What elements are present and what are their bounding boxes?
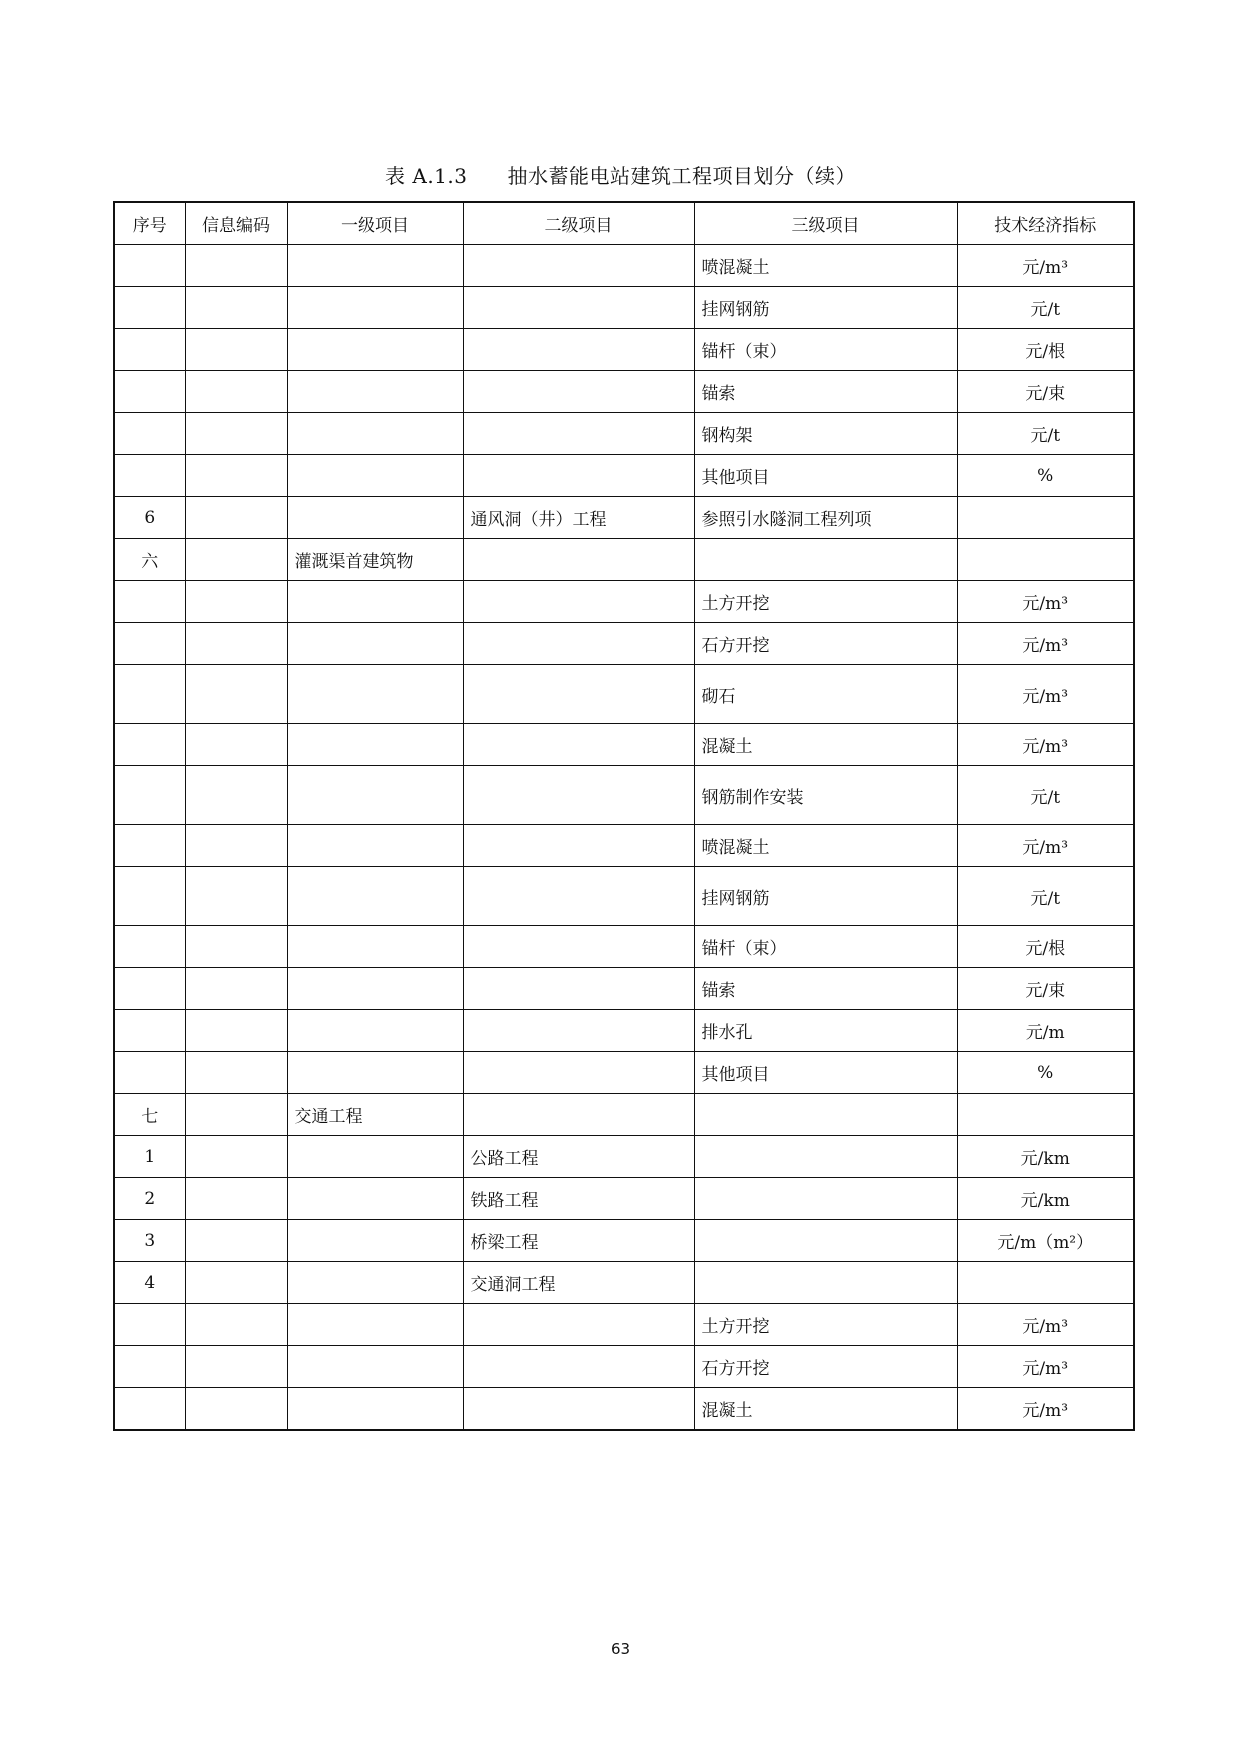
cell-unit: 元/m³ (957, 1346, 1134, 1388)
cell-unit: 元/m³ (957, 245, 1134, 287)
cell-code (185, 766, 287, 825)
table-row (114, 867, 1134, 926)
cell-level1 (287, 867, 463, 926)
cell-level2 (463, 825, 694, 867)
cell-code (185, 1304, 287, 1346)
cell-code (185, 287, 287, 329)
cell-level2: 桥梁工程 (463, 1220, 694, 1262)
cell-level3 (694, 1136, 957, 1178)
cell-level3: 参照引水隧洞工程列项 (694, 497, 957, 539)
cell-level2 (463, 245, 694, 287)
cell-unit: 元/t (957, 766, 1134, 825)
cell-unit: 元/t (957, 287, 1134, 329)
table-row (114, 766, 1134, 825)
cell-seq: 3 (114, 1220, 185, 1262)
header-row (114, 202, 1134, 245)
cell-level3: 其他项目 (694, 1052, 957, 1094)
cell-seq (114, 413, 185, 455)
cell-code (185, 825, 287, 867)
table-row (114, 724, 1134, 766)
cell-level2 (463, 1346, 694, 1388)
cell-seq (114, 665, 185, 724)
cell-seq (114, 724, 185, 766)
table-row (114, 245, 1134, 287)
cell-seq (114, 329, 185, 371)
cell-seq: 4 (114, 1262, 185, 1304)
cell-level1 (287, 1178, 463, 1220)
cell-level2 (463, 968, 694, 1010)
cell-level2 (463, 926, 694, 968)
cell-level2: 交通洞工程 (463, 1262, 694, 1304)
cell-seq (114, 371, 185, 413)
table-row (114, 1220, 1134, 1262)
table-row (114, 371, 1134, 413)
table-row (114, 539, 1134, 581)
cell-seq (114, 968, 185, 1010)
cell-level3: 土方开挖 (694, 581, 957, 623)
cell-level2 (463, 1052, 694, 1094)
cell-level3 (694, 1220, 957, 1262)
cell-level1 (287, 413, 463, 455)
cell-seq (114, 287, 185, 329)
cell-unit: 元/m³ (957, 825, 1134, 867)
cell-unit: 元/m³ (957, 623, 1134, 665)
cell-code (185, 329, 287, 371)
table-row (114, 825, 1134, 867)
table-row (114, 413, 1134, 455)
cell-code (185, 245, 287, 287)
cell-level3 (694, 539, 957, 581)
cell-unit: 元/m³ (957, 1304, 1134, 1346)
cell-level3 (694, 1094, 957, 1136)
cell-unit: 元/根 (957, 329, 1134, 371)
cell-level3 (694, 1178, 957, 1220)
cell-seq (114, 1346, 185, 1388)
cell-code (185, 926, 287, 968)
cell-seq (114, 825, 185, 867)
cell-code (185, 665, 287, 724)
cell-code (185, 1346, 287, 1388)
cell-level3: 石方开挖 (694, 623, 957, 665)
cell-unit: 元/m³ (957, 581, 1134, 623)
cell-seq: 6 (114, 497, 185, 539)
cell-level3: 混凝土 (694, 724, 957, 766)
cell-level3: 排水孔 (694, 1010, 957, 1052)
cell-level1 (287, 329, 463, 371)
cell-level2 (463, 1388, 694, 1431)
cell-level2 (463, 665, 694, 724)
cell-code (185, 1178, 287, 1220)
header-unit: 技术经济指标 (957, 202, 1134, 245)
cell-seq (114, 1304, 185, 1346)
cell-level1 (287, 1052, 463, 1094)
header-level1: 一级项目 (287, 202, 463, 245)
cell-level1 (287, 1220, 463, 1262)
cell-unit: 元/m³ (957, 724, 1134, 766)
cell-unit: 元/根 (957, 926, 1134, 968)
cell-seq (114, 1010, 185, 1052)
cell-unit: 元/束 (957, 968, 1134, 1010)
table-row (114, 968, 1134, 1010)
cell-seq: 七 (114, 1094, 185, 1136)
table-row (114, 1010, 1134, 1052)
cell-seq (114, 766, 185, 825)
cell-level2 (463, 1010, 694, 1052)
cell-unit (957, 497, 1134, 539)
table-row (114, 1304, 1134, 1346)
table-row (114, 581, 1134, 623)
cell-level2 (463, 1094, 694, 1136)
cell-unit: % (957, 455, 1134, 497)
cell-code (185, 581, 287, 623)
cell-unit: 元/m³ (957, 665, 1134, 724)
cell-unit: 元/束 (957, 371, 1134, 413)
table-title: 抽水蓄能电站建筑工程项目划分（续） (507, 164, 856, 188)
cell-level3: 混凝土 (694, 1388, 957, 1431)
cell-unit (957, 539, 1134, 581)
cell-level1 (287, 623, 463, 665)
cell-code (185, 371, 287, 413)
cell-seq (114, 1388, 185, 1431)
cell-level1 (287, 497, 463, 539)
cell-level1 (287, 455, 463, 497)
table-row (114, 287, 1134, 329)
cell-level3: 砌石 (694, 665, 957, 724)
cell-level3: 喷混凝土 (694, 825, 957, 867)
table-row (114, 665, 1134, 724)
cell-code (185, 1220, 287, 1262)
table-row (114, 623, 1134, 665)
header-level2: 二级项目 (463, 202, 694, 245)
header-level3: 三级项目 (694, 202, 957, 245)
cell-unit: 元/m (957, 1010, 1134, 1052)
cell-code (185, 724, 287, 766)
cell-seq (114, 455, 185, 497)
table-row (114, 1388, 1134, 1431)
cell-level3: 锚杆（束） (694, 926, 957, 968)
cell-code (185, 968, 287, 1010)
cell-level1 (287, 1388, 463, 1431)
cell-level2 (463, 724, 694, 766)
cell-seq (114, 245, 185, 287)
cell-unit: 元/t (957, 867, 1134, 926)
cell-level3: 土方开挖 (694, 1304, 957, 1346)
cell-level3: 石方开挖 (694, 1346, 957, 1388)
table-row (114, 455, 1134, 497)
cell-level2 (463, 867, 694, 926)
cell-level3: 锚索 (694, 371, 957, 413)
cell-code (185, 1052, 287, 1094)
cell-seq (114, 867, 185, 926)
header-code: 信息编码 (185, 202, 287, 245)
cell-level3: 挂网钢筋 (694, 287, 957, 329)
cell-unit: 元/m³ (957, 1388, 1134, 1431)
cell-seq (114, 926, 185, 968)
header-seq: 序号 (114, 202, 185, 245)
cell-level1 (287, 245, 463, 287)
cell-unit: 元/m（m²） (957, 1220, 1134, 1262)
cell-code (185, 1136, 287, 1178)
table-row (114, 1094, 1134, 1136)
cell-level1 (287, 665, 463, 724)
cell-code (185, 1388, 287, 1431)
cell-unit (957, 1262, 1134, 1304)
table-number: 表 A.1.3 (385, 164, 468, 188)
cell-unit (957, 1094, 1134, 1136)
cell-level1 (287, 1010, 463, 1052)
cell-unit: % (957, 1052, 1134, 1094)
cell-level1 (287, 724, 463, 766)
project-division-table (113, 201, 1135, 1431)
cell-seq: 1 (114, 1136, 185, 1178)
cell-code (185, 413, 287, 455)
cell-level1: 交通工程 (287, 1094, 463, 1136)
cell-level2 (463, 455, 694, 497)
cell-level2 (463, 1304, 694, 1346)
table-row (114, 1052, 1134, 1094)
cell-seq (114, 581, 185, 623)
cell-level2 (463, 287, 694, 329)
cell-level1: 灌溉渠首建筑物 (287, 539, 463, 581)
cell-level3: 锚索 (694, 968, 957, 1010)
cell-code (185, 497, 287, 539)
cell-level1 (287, 968, 463, 1010)
cell-code (185, 867, 287, 926)
cell-level1 (287, 581, 463, 623)
cell-level1 (287, 1346, 463, 1388)
cell-level2: 通风洞（井）工程 (463, 497, 694, 539)
cell-level1 (287, 1262, 463, 1304)
cell-level2 (463, 539, 694, 581)
table-row (114, 1178, 1134, 1220)
table-row (114, 926, 1134, 968)
cell-seq: 2 (114, 1178, 185, 1220)
table-row (114, 1136, 1134, 1178)
cell-code (185, 1262, 287, 1304)
cell-level2 (463, 581, 694, 623)
cell-level3: 挂网钢筋 (694, 867, 957, 926)
cell-unit: 元/km (957, 1178, 1134, 1220)
cell-level2 (463, 329, 694, 371)
cell-level3: 其他项目 (694, 455, 957, 497)
cell-level2 (463, 766, 694, 825)
cell-code (185, 1094, 287, 1136)
cell-level1 (287, 766, 463, 825)
cell-seq (114, 623, 185, 665)
cell-code (185, 623, 287, 665)
cell-level2: 铁路工程 (463, 1178, 694, 1220)
cell-level2: 公路工程 (463, 1136, 694, 1178)
cell-level2 (463, 623, 694, 665)
cell-code (185, 455, 287, 497)
table-row (114, 1346, 1134, 1388)
table-row (114, 497, 1134, 539)
cell-level3: 锚杆（束） (694, 329, 957, 371)
table-row (114, 329, 1134, 371)
cell-unit: 元/km (957, 1136, 1134, 1178)
cell-level3 (694, 1262, 957, 1304)
cell-level3: 喷混凝土 (694, 245, 957, 287)
cell-level1 (287, 1136, 463, 1178)
cell-unit: 元/t (957, 413, 1134, 455)
table-row (114, 1262, 1134, 1304)
cell-level2 (463, 371, 694, 413)
cell-level1 (287, 825, 463, 867)
cell-level1 (287, 926, 463, 968)
table-caption (0, 160, 1241, 189)
cell-level1 (287, 371, 463, 413)
cell-level3: 钢筋制作安装 (694, 766, 957, 825)
cell-seq: 六 (114, 539, 185, 581)
page-number: 63 (610, 1640, 631, 1658)
cell-level3: 钢构架 (694, 413, 957, 455)
cell-code (185, 539, 287, 581)
cell-seq (114, 1052, 185, 1094)
cell-level1 (287, 1304, 463, 1346)
cell-level2 (463, 413, 694, 455)
cell-level1 (287, 287, 463, 329)
cell-code (185, 1010, 287, 1052)
table-body (114, 245, 1134, 1431)
